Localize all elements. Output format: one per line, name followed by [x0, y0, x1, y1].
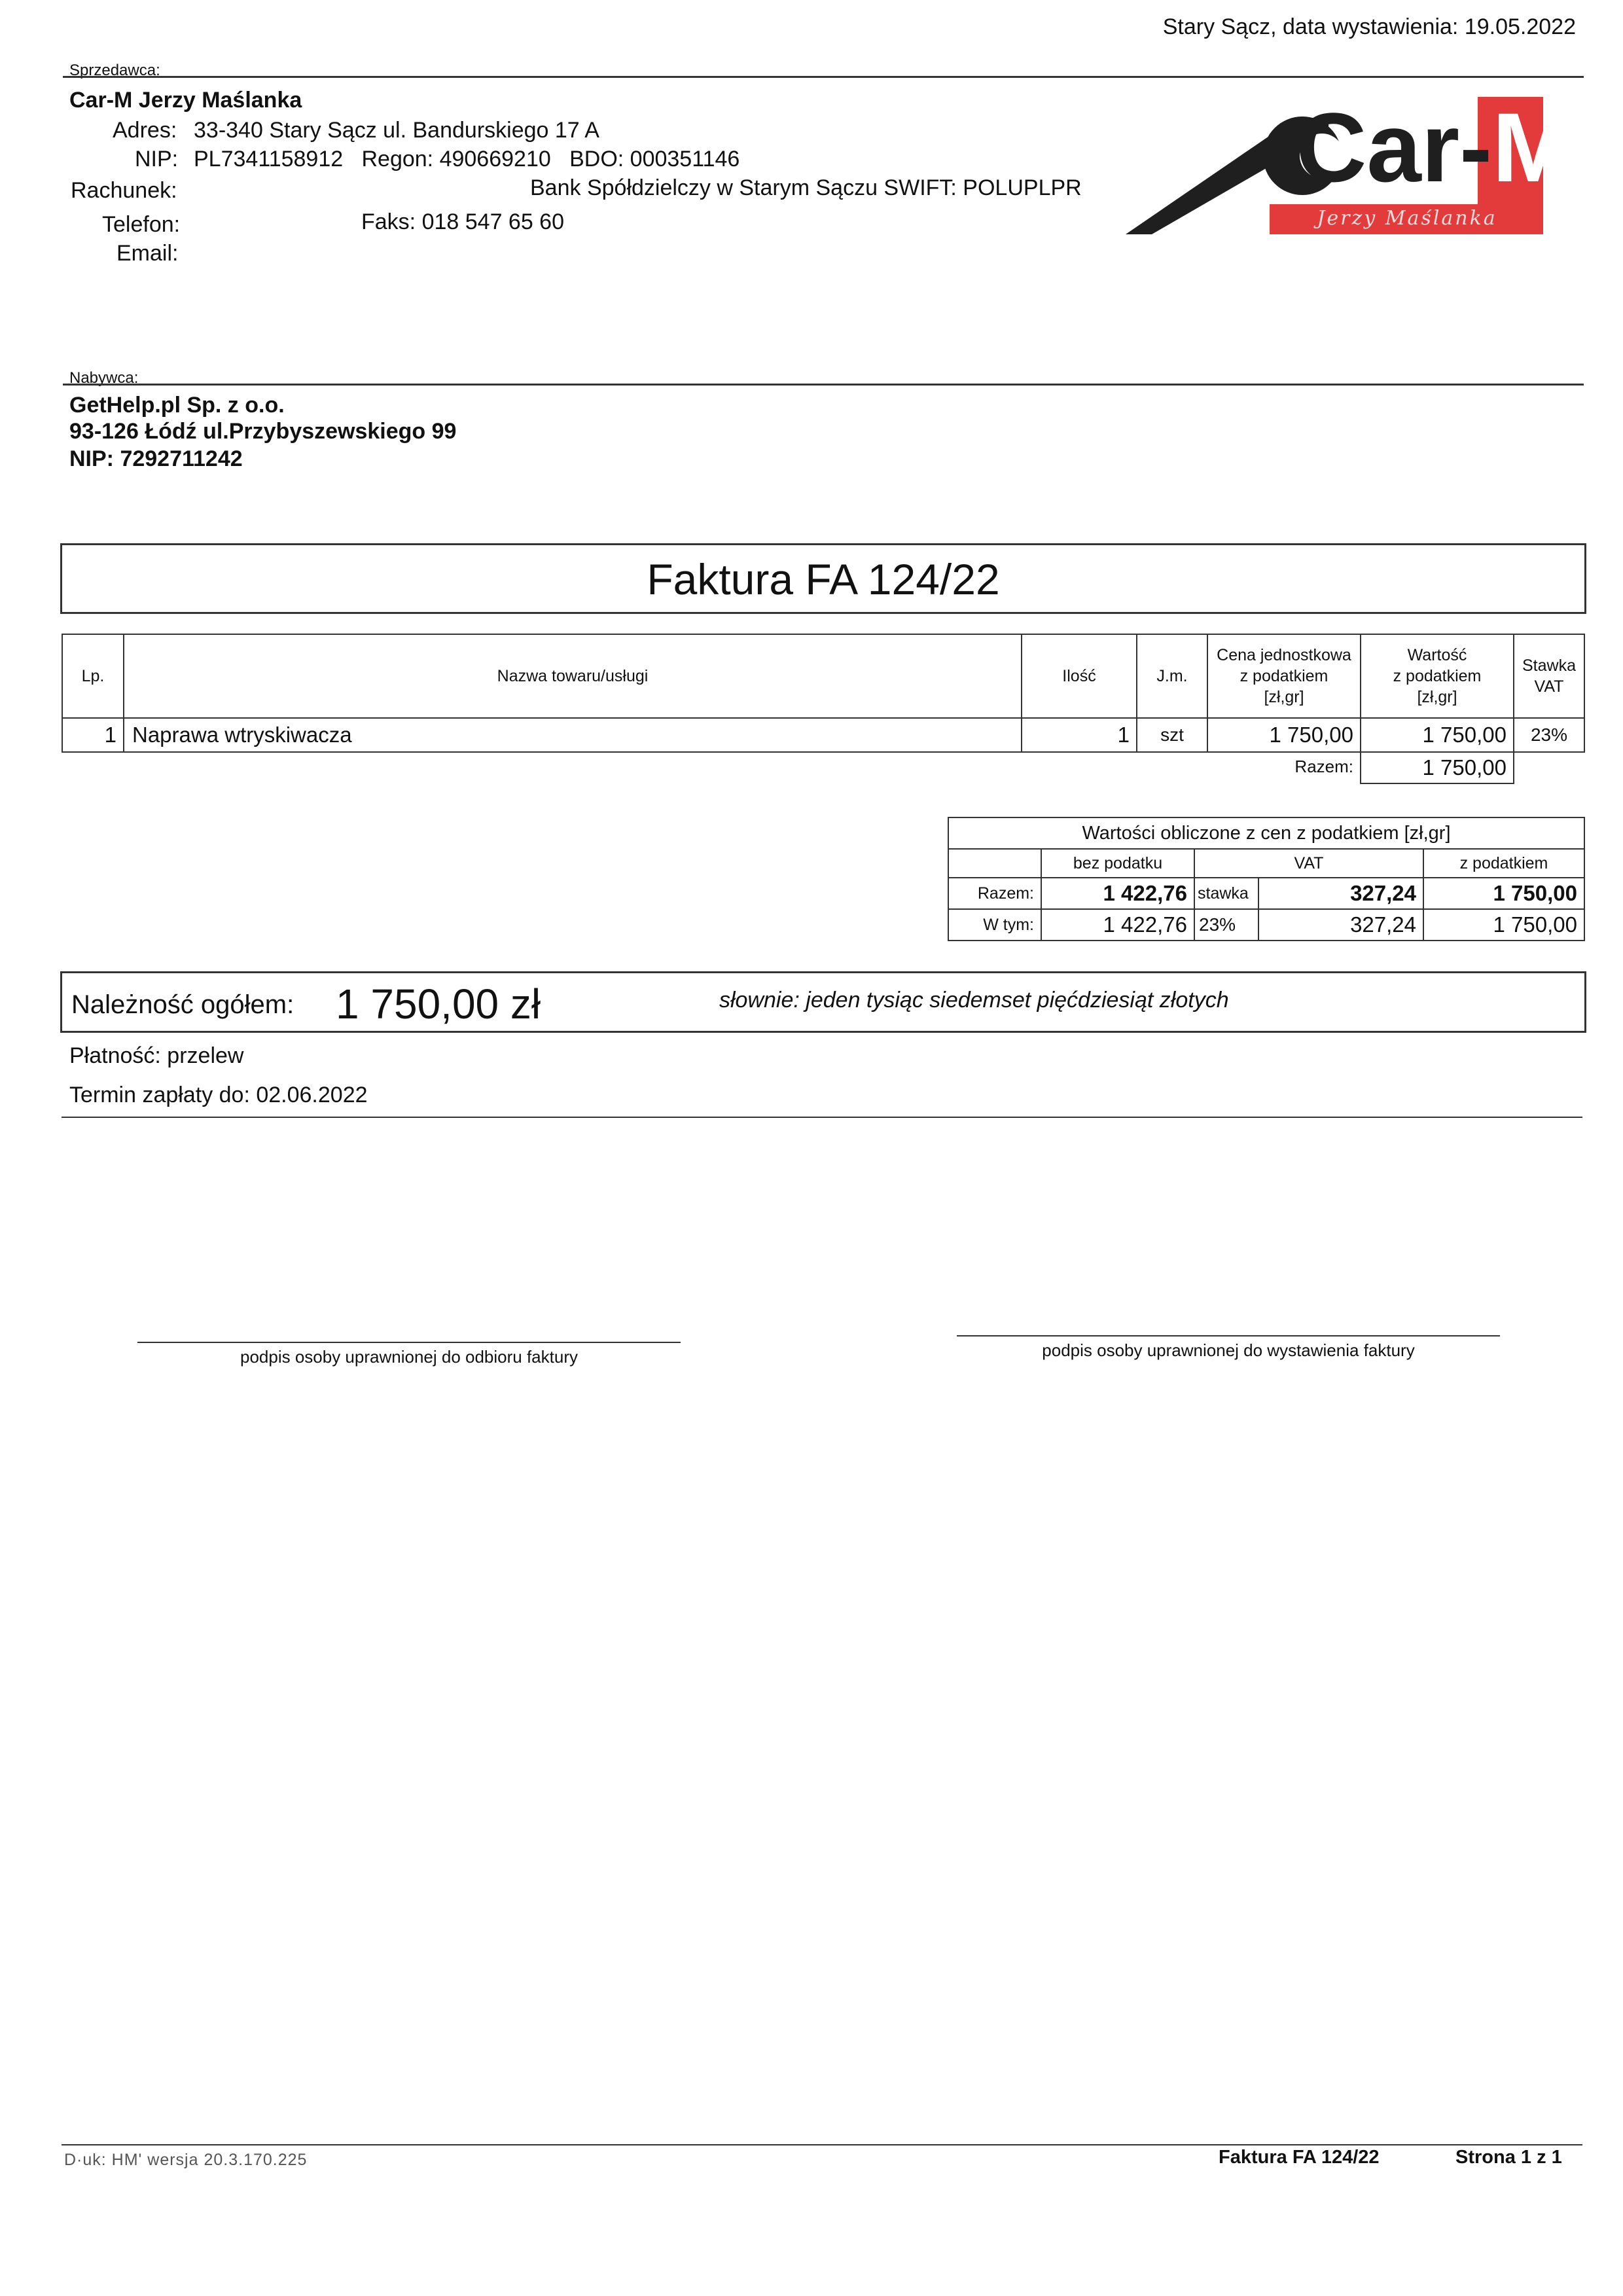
- row-vat-rate: 23%: [1513, 717, 1585, 753]
- invoice-title: Faktura FA 124/22: [647, 555, 1000, 603]
- seller-name: Car-M Jerzy Maślanka: [69, 88, 302, 113]
- vat-total-rate: stawka: [1194, 877, 1259, 910]
- amount-due-value: 1 750,00 zł: [336, 980, 541, 1028]
- seller-address-label: Adres:: [113, 118, 177, 143]
- header-unit-price-l3: [zł,gr]: [1264, 688, 1304, 706]
- footer-software-version: D·uk: HM' wersja 20.3.170.225: [64, 2151, 308, 2169]
- buyer-name: GetHelp.pl Sp. z o.o.: [69, 393, 285, 418]
- footer-page-number: Strona 1 z 1: [1455, 2147, 1562, 2168]
- header-unit-price: [1207, 634, 1361, 719]
- buyer-section-label: Nabywca:: [69, 369, 139, 387]
- vat-detail-vat: 327,24: [1258, 908, 1424, 941]
- header-vat-rate-l2: VAT: [1534, 677, 1564, 696]
- seller-address: 33-340 Stary Sącz ul. Bandurskiego 17 A: [194, 118, 599, 143]
- issue-place-date: Stary Sącz, data wystawienia: 19.05.2022: [1162, 14, 1576, 39]
- header-lp: [62, 634, 124, 719]
- logo-owner-name: Jerzy Maślanka: [1317, 207, 1497, 230]
- issuer-signature-label: podpis osoby uprawnionej do wystawienia faktury: [1042, 1340, 1415, 1360]
- header-unit-price-l1: Cena jednostkowa: [1217, 646, 1351, 664]
- vat-col-vat: VAT: [1194, 848, 1424, 878]
- seller-divider: [63, 76, 1584, 78]
- header-name-text: Nazwa towaru/usługi: [497, 667, 649, 685]
- seller-nip-regon-bdo: PL7341158912 Regon: 490669210 BDO: 000351146: [194, 147, 740, 171]
- vat-detail-label: W tym:: [948, 908, 1042, 941]
- items-total-value: 1 750,00: [1360, 751, 1514, 784]
- row-unit: szt: [1136, 717, 1208, 753]
- receiver-signature-line: [137, 1342, 681, 1343]
- amount-in-words: słownie: jeden tysiąc siedemset pięćdziesiąt złotych: [719, 988, 1229, 1013]
- seller-email-label: Email:: [116, 241, 179, 266]
- receiver-signature-label: podpis osoby uprawnionej do odbioru faktury: [240, 1347, 578, 1367]
- vat-total-label: Razem:: [948, 877, 1042, 910]
- footer-document: Faktura FA 124/22: [1219, 2147, 1380, 2168]
- vat-detail-rate: 23%: [1194, 908, 1259, 941]
- row-unit-price: 1 750,00: [1207, 717, 1361, 753]
- header-value-l3: [zł,gr]: [1417, 688, 1457, 706]
- header-qty-text: Ilość: [1062, 667, 1096, 685]
- seller-section-label: Sprzedawca:: [69, 62, 160, 79]
- header-vat-rate: [1513, 634, 1585, 719]
- vat-detail-gross: 1 750,00: [1423, 908, 1585, 941]
- header-unit: [1136, 634, 1208, 719]
- buyer-divider: [63, 384, 1584, 386]
- seller-fax: Faks: 018 547 65 60: [361, 209, 565, 234]
- header-value: [1360, 634, 1514, 719]
- company-logo: [1126, 92, 1575, 236]
- payment-method: Płatność: przelew: [69, 1043, 244, 1068]
- header-lp-text: Lp.: [81, 667, 105, 685]
- header-value-l1: Wartość: [1407, 646, 1467, 664]
- row-value: 1 750,00: [1360, 717, 1514, 753]
- seller-nip-label: NIP:: [135, 147, 179, 171]
- header-unit-text: J.m.: [1156, 667, 1188, 685]
- vat-total-gross: 1 750,00: [1423, 877, 1585, 910]
- amount-due-label: Należność ogółem:: [71, 990, 294, 1019]
- vat-total-net: 1 422,76: [1041, 877, 1195, 910]
- header-vat-rate-l1: Stawka: [1522, 656, 1576, 675]
- header-unit-price-l2: z podatkiem: [1240, 667, 1329, 685]
- vat-summary-corner: [948, 848, 1042, 878]
- row-name: Naprawa wtryskiwacza: [123, 717, 1022, 753]
- footer-divider: [62, 2144, 1582, 2145]
- amount-due-box: [60, 971, 1586, 1033]
- seller-phone-label: Telefon:: [102, 212, 181, 237]
- payment-divider: [62, 1117, 1582, 1118]
- header-value-l2: z podatkiem: [1393, 667, 1482, 685]
- buyer-nip: NIP: 7292711242: [69, 446, 243, 471]
- items-total-label: Razem:: [1294, 757, 1353, 776]
- logo-brand-letter: M: [1492, 92, 1575, 202]
- header-qty: [1021, 634, 1137, 719]
- seller-account-label: Rachunek:: [71, 178, 177, 203]
- issuer-signature-line: [957, 1335, 1500, 1336]
- invoice-title-box: [60, 543, 1586, 614]
- vat-col-net: bez podatku: [1041, 848, 1195, 878]
- logo-brand-text: [1296, 92, 1575, 202]
- buyer-address: 93-126 Łódź ul.Przybyszewskiego 99: [69, 419, 457, 444]
- vat-detail-net: 1 422,76: [1041, 908, 1195, 941]
- logo-brand-prefix: Car-: [1296, 92, 1493, 202]
- row-qty: 1: [1021, 717, 1137, 753]
- payment-due-date: Termin zapłaty do: 02.06.2022: [69, 1083, 368, 1107]
- row-lp: 1: [62, 717, 124, 753]
- vat-summary-title: Wartości obliczone z cen z podatkiem [zł,gr]: [948, 817, 1585, 850]
- vat-total-vat: 327,24: [1258, 877, 1424, 910]
- seller-bank: Bank Spółdzielczy w Starym Sączu SWIFT: POLUPLPR: [530, 175, 1082, 200]
- vat-col-gross: z podatkiem: [1423, 848, 1585, 878]
- header-name: [123, 634, 1022, 719]
